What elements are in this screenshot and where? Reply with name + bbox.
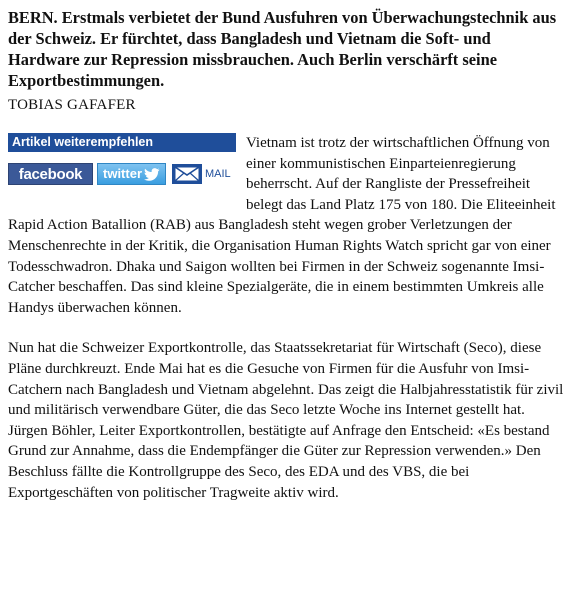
share-header: Artikel weiterempfehlen: [8, 133, 236, 152]
share-buttons: [8, 163, 236, 185]
paragraph-1: Vietnam ist trotz der wirtschaftlichen Öffnung von einer kommunistischen Einparteienregierung beherrscht. Auf der Rangliste der Pressefreiheit belegt das Land Platz 175 von 180. Die Eliteeinheit Rapid Action Batallion (RAB) aus Bangladesh steht wegen grober Verletzungen der Menschenrechte in der Kritik, die Organisation Human Rights Watch spricht gar von einer Todesschwadron. Dhaka und Saigon wollten bei Firmen in der Schweiz sogenannte Imsi-Catcher beschaffen. Das sind kleine Spezialgeräte, die in einem bestimmten Umkreis alle Handys überwachen können.: [8, 135, 556, 316]
article-body: [8, 133, 566, 503]
twitter-share-button[interactable]: [97, 163, 166, 185]
twitter-label: twitter: [103, 166, 142, 181]
envelope-icon: [172, 164, 202, 184]
mail-share-button[interactable]: [172, 163, 231, 185]
twitter-bird-icon: [144, 168, 160, 181]
share-box: [8, 133, 236, 209]
paragraph-2: Nun hat die Schweizer Exportkontrolle, das Staatssekretariat für Wirtschaft (Seco), diese Pläne durchkreuzt. Ende Mai hat es die Gesuche von Firmen für die Ausfuhr von Imsi-Catchern nach Bangladesh und Vietnam abgelehnt. Das zeigt die Halbjahresstatistik für zivil und militärisch verwendbare Güter, die das Seco letzte Woche ins Internet gestellt hat. Jürgen Böhler, Leiter Exportkontrollen, bestätigte auf Anfrage den Entscheid: «Es bestand Grund zur Annahme, dass die Endempfänger die Güter zur Repression verwenden.» Den Beschluss fällte die Kontrollgruppe des Seco, des EDA und des VBS, die bei Exportgeschäften von politischer Tragweite aktiv wird.: [8, 340, 564, 501]
facebook-share-button[interactable]: [8, 163, 93, 185]
author-byline: TOBIAS GAFAFER: [8, 97, 136, 113]
article-lead: BERN. Erstmals verbietet der Bund Ausfuhren von Überwachungstechnik aus der Schweiz. Er fürchtet, dass Bangladesh und Vietnam die Soft- und Hardware zur Repression missbrauchen. Auch Berlin verschärft seine Exportbestimmungen.: [8, 8, 557, 90]
facebook-label: facebook: [18, 166, 83, 183]
article-page: [8, 7, 566, 523]
mail-label: MAIL: [205, 167, 231, 180]
